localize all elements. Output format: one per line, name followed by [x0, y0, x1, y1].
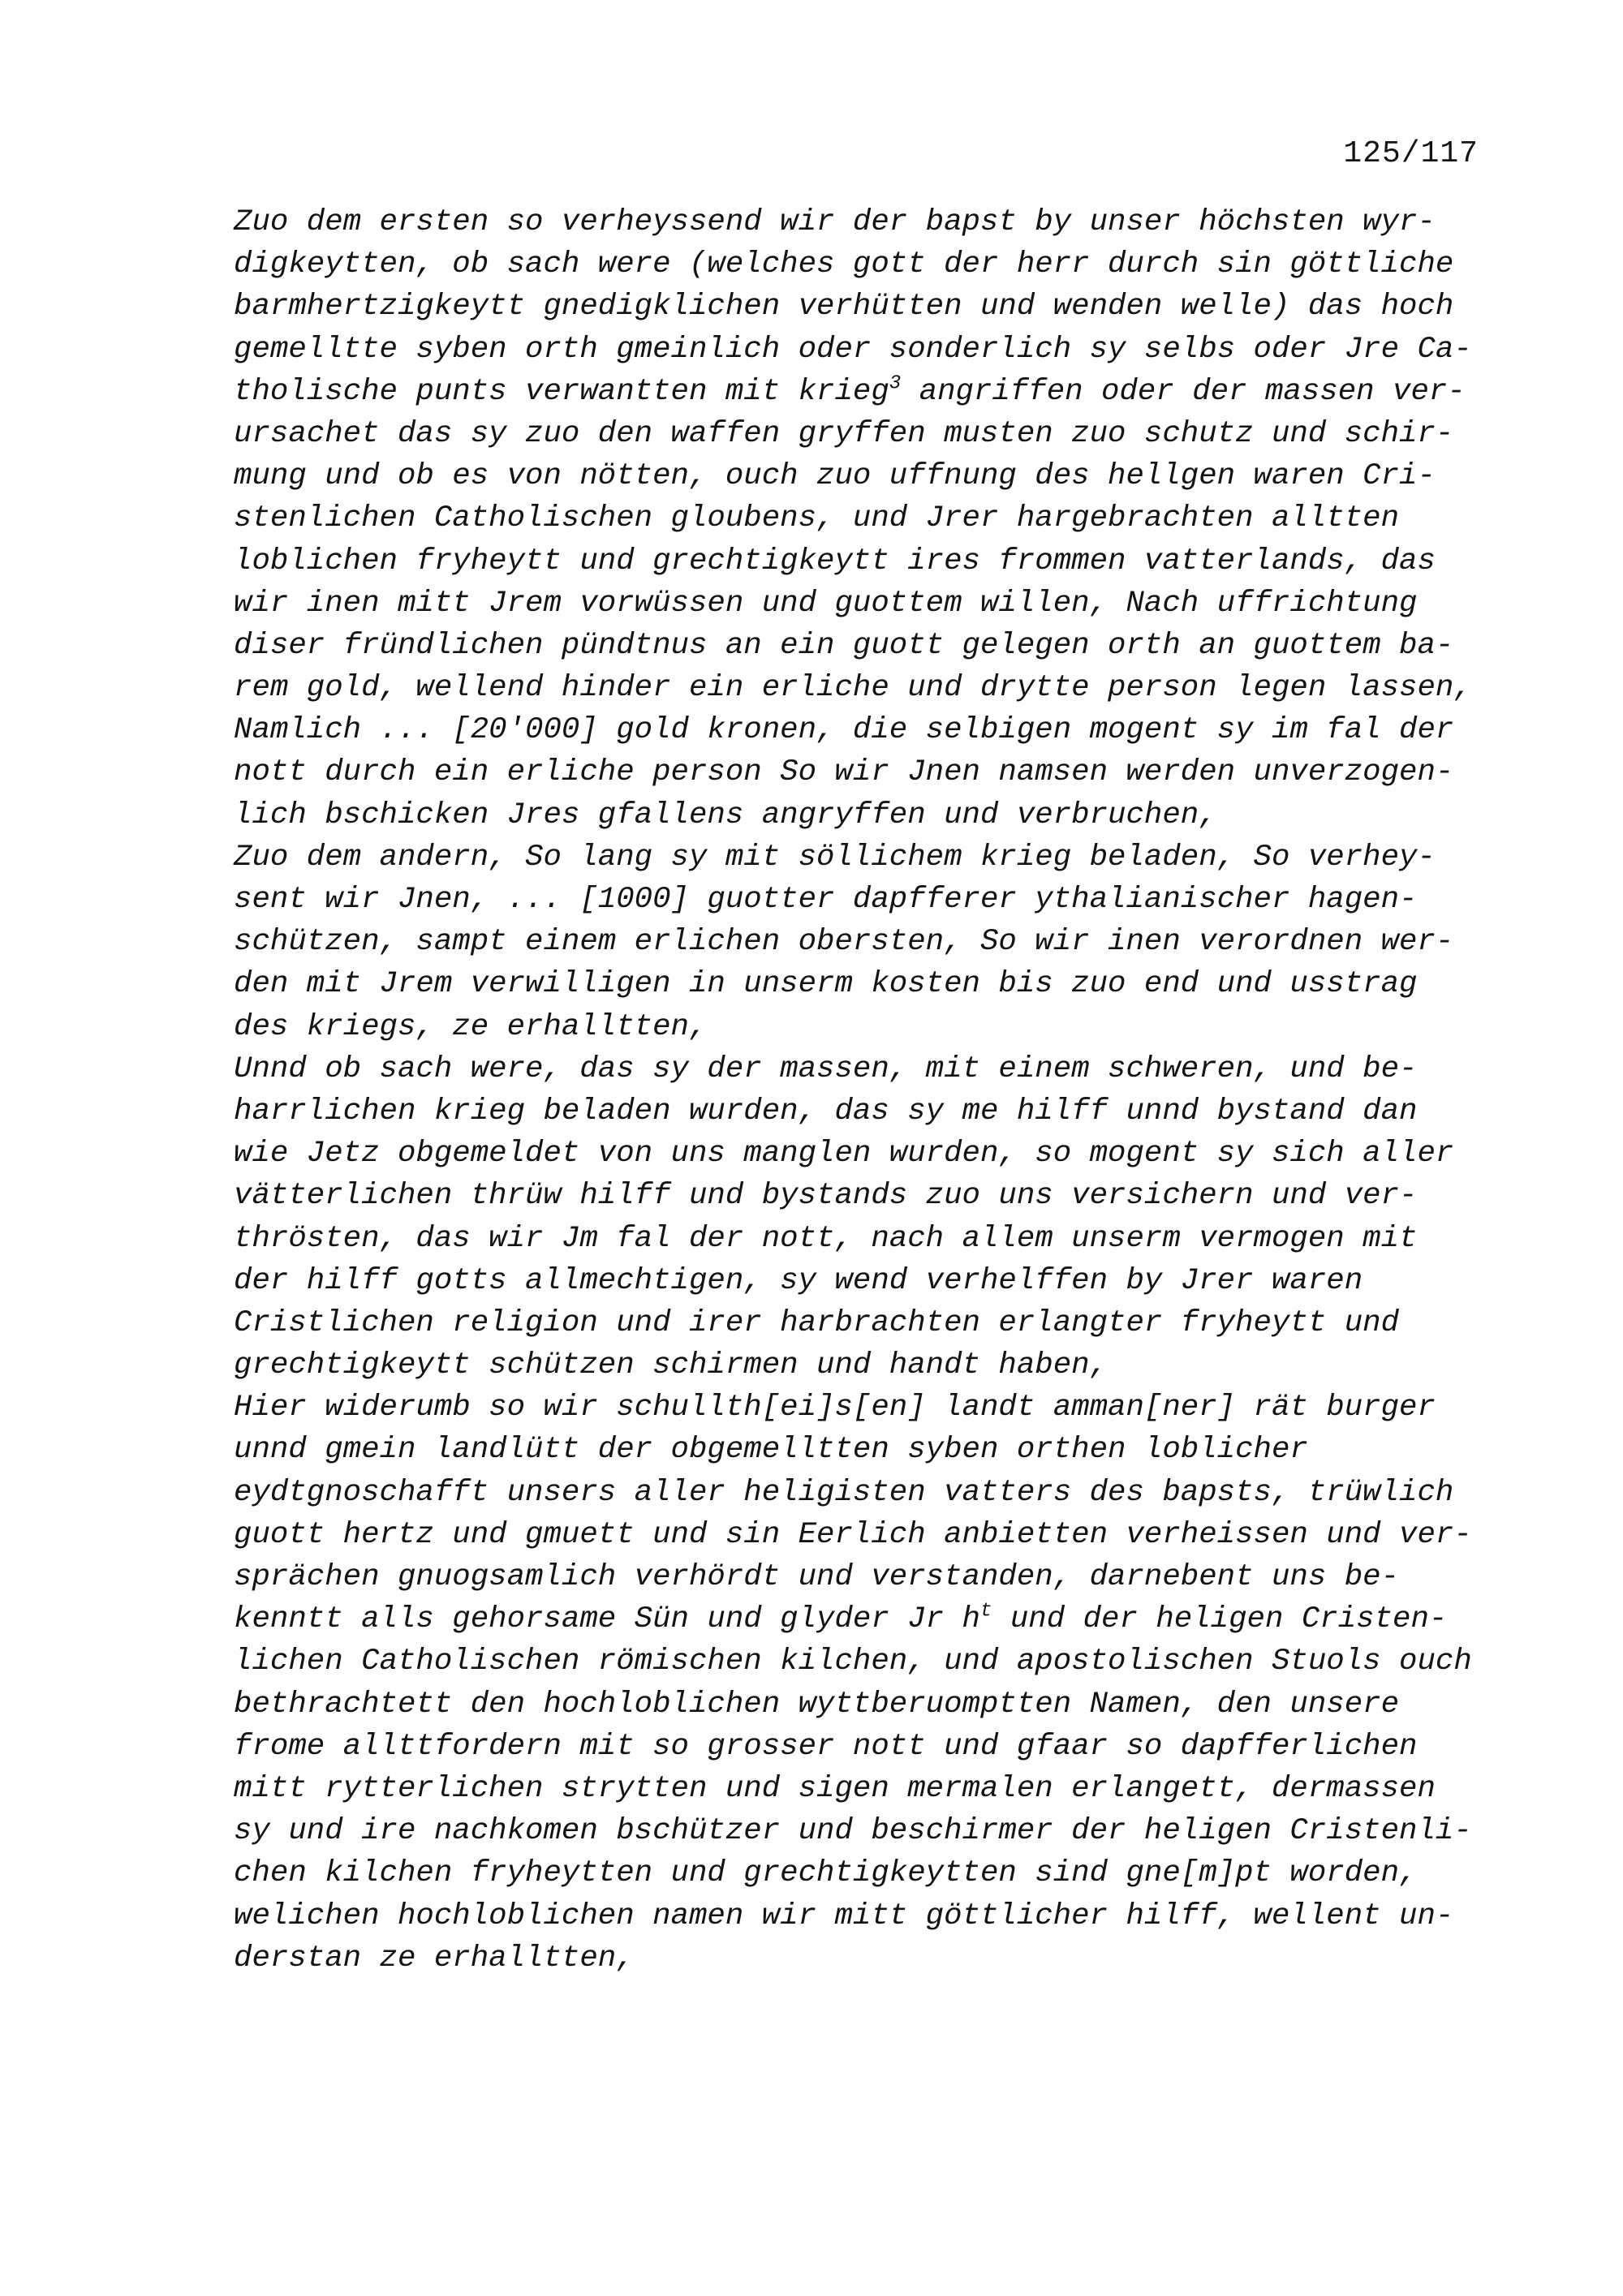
superscript: 3 [889, 372, 902, 395]
text-line [234, 1556, 1483, 1598]
text-segment: rem gold, wellend hinder ein erliche und drytte person legen lassen, [234, 671, 1472, 706]
text-line [234, 329, 1483, 371]
text-segment: lich bschicken Jres gfallens angryffen und verbruchen, [234, 798, 1217, 832]
text-line [234, 1514, 1483, 1556]
text-line [234, 625, 1483, 667]
text-line [234, 963, 1483, 1005]
text-segment: derstan ze erhalltten, [234, 1941, 635, 1976]
text-segment: lichen Catholischen römischen kilchen, und apostolischen Stuols ouch [234, 1645, 1472, 1679]
text-line [234, 413, 1483, 455]
text-line [234, 1895, 1483, 1937]
text-segment: Unnd ob sach were, das sy der massen, mit einem schweren, und be- [234, 1051, 1418, 1086]
text-segment: wir inen mitt Jrem vorwüssen und guottem willen, Nach uffrichtung [234, 586, 1418, 621]
text-segment: frome allttfordern mit so grosser nott und gfaar so dapfferlichen [234, 1729, 1418, 1764]
text-segment: der hilff gotts allmechtigen, sy wend verhelffen by Jrer waren [234, 1263, 1363, 1298]
text-segment: thrösten, das wir Jm fal der nott, nach allem unserm vermogen mit [234, 1221, 1418, 1256]
text-segment: tholische punts verwantten mit krieg [234, 374, 889, 409]
page-number: 125/117 [1343, 136, 1479, 171]
text-line [234, 667, 1483, 709]
text-line [234, 1006, 1483, 1048]
text-line [234, 1726, 1483, 1768]
text-segment: guott hertz und gmuett und sin Eerlich anbietten verheissen und ver- [234, 1517, 1472, 1552]
text-line [234, 1768, 1483, 1810]
text-line [234, 1090, 1483, 1133]
document-body [234, 201, 1483, 1980]
text-segment: unnd gmein landlütt der obgemelltten syben orthen loblicher [234, 1433, 1308, 1468]
text-segment: bethrachtett den hochloblichen wyttberuomptten Namen, den unsere [234, 1687, 1400, 1722]
text-segment: und der heligen Cristen- [992, 1602, 1448, 1637]
text-line [234, 1344, 1483, 1387]
text-line [234, 583, 1483, 625]
text-segment: sent wir Jnen, ... [1000] guotter dapfferer ythalianischer hagen- [234, 883, 1418, 917]
text-line [234, 1218, 1483, 1260]
text-line [234, 286, 1483, 328]
text-segment: mung und ob es von nötten, ouch zuo uffnung des hellgen waren Cri- [234, 459, 1436, 494]
text-line [234, 1472, 1483, 1514]
text-line [234, 1175, 1483, 1217]
text-segment: Cristlichen religion und irer harbrachten erlangter fryheytt und [234, 1305, 1400, 1340]
text-segment: ursachet das sy zuo den waffen gryffen musten zuo schutz und schir- [234, 416, 1454, 451]
text-line [234, 1937, 1483, 1980]
text-line [234, 751, 1483, 793]
text-segment: stenlichen Catholischen gloubens, und Jrer hargebrachten alltten [234, 501, 1400, 536]
text-segment: grechtigkeytt schützen schirmen und handt haben, [234, 1348, 1109, 1383]
text-segment: digkeytten, ob sach were (welches gott der herr durch sin göttliche [234, 247, 1454, 282]
text-line [234, 709, 1483, 751]
text-line [234, 1640, 1483, 1683]
text-segment: nott durch ein erliche person So wir Jnen namsen werden unverzogen- [234, 755, 1454, 790]
text-segment: Zuo dem ersten so verheyssend wir der bapst by unser höchsten wyr- [234, 205, 1436, 239]
text-segment: Hier widerumb so wir schullth[ei]s[en] landt amman[ner] rät burger [234, 1391, 1436, 1425]
text-line [234, 921, 1483, 963]
text-segment: den mit Jrem verwilligen in unserm kosten bis zuo end und usstrag [234, 967, 1418, 1002]
text-segment: gemelltte syben orth gmeinlich oder sonderlich sy selbs oder Jre Ca- [234, 332, 1472, 367]
text-line [234, 1260, 1483, 1302]
text-line [234, 1302, 1483, 1344]
text-segment: eydtgnoschafft unsers aller heligisten vatters des bapsts, trüwlich [234, 1475, 1454, 1510]
text-segment: harrlichen krieg beladen wurden, das sy me hilff unnd bystand dan [234, 1094, 1418, 1129]
superscript: t [979, 1600, 992, 1623]
text-line [234, 1387, 1483, 1429]
text-segment: schützen, sampt einem erlichen obersten, So wir inen verordnen wer- [234, 925, 1454, 960]
text-segment: vätterlichen thrüw hilff und bystands zuo uns versichern und ver- [234, 1179, 1418, 1214]
text-segment: sy und ire nachkomen bschützer und beschirmer der heligen Cristenli- [234, 1814, 1472, 1849]
text-line [234, 794, 1483, 836]
text-segment: barmhertzigkeytt gnedigklichen verhütten und wenden welle) das hoch [234, 290, 1454, 325]
text-segment: Namlich ... [20'000] gold kronen, die selbigen mogent sy im fal der [234, 713, 1454, 748]
text-line [234, 1810, 1483, 1852]
text-line [234, 1852, 1483, 1894]
text-line [234, 497, 1483, 540]
text-segment: wie Jetz obgemeldet von uns manglen wurden, so mogent sy sich aller [234, 1137, 1454, 1172]
text-line [234, 201, 1483, 243]
text-line [234, 1683, 1483, 1726]
text-line [234, 836, 1483, 879]
text-segment: Zuo dem andern, So lang sy mit söllichem krieg beladen, So verhey- [234, 840, 1436, 875]
text-line [234, 540, 1483, 583]
text-segment: angriffen oder der massen ver- [901, 374, 1466, 409]
text-segment: kenntt alls gehorsame Sün und glyder Jr h [234, 1602, 980, 1637]
text-line [234, 1598, 1483, 1640]
text-line [234, 879, 1483, 921]
text-line [234, 455, 1483, 497]
text-segment: chen kilchen fryheytten und grechtigkeytten sind gne[m]pt worden, [234, 1856, 1418, 1891]
text-line [234, 1133, 1483, 1175]
text-segment: mitt rytterlichen strytten und sigen mermalen erlangett, dermassen [234, 1771, 1436, 1806]
text-line [234, 1429, 1483, 1471]
text-line [234, 243, 1483, 286]
text-segment: loblichen fryheytt und grechtigkeytt ires frommen vatterlands, das [234, 544, 1436, 578]
text-line [234, 371, 1483, 413]
text-segment: sprächen gnuogsamlich verhördt und verstanden, darnebent uns be- [234, 1560, 1400, 1594]
text-segment: welichen hochloblichen namen wir mitt göttlicher hilff, wellent un- [234, 1898, 1454, 1933]
text-segment: diser fründlichen pündtnus an ein guott gelegen orth an guottem ba- [234, 628, 1454, 663]
text-line [234, 1048, 1483, 1090]
text-segment: des kriegs, ze erhalltten, [234, 1009, 708, 1044]
